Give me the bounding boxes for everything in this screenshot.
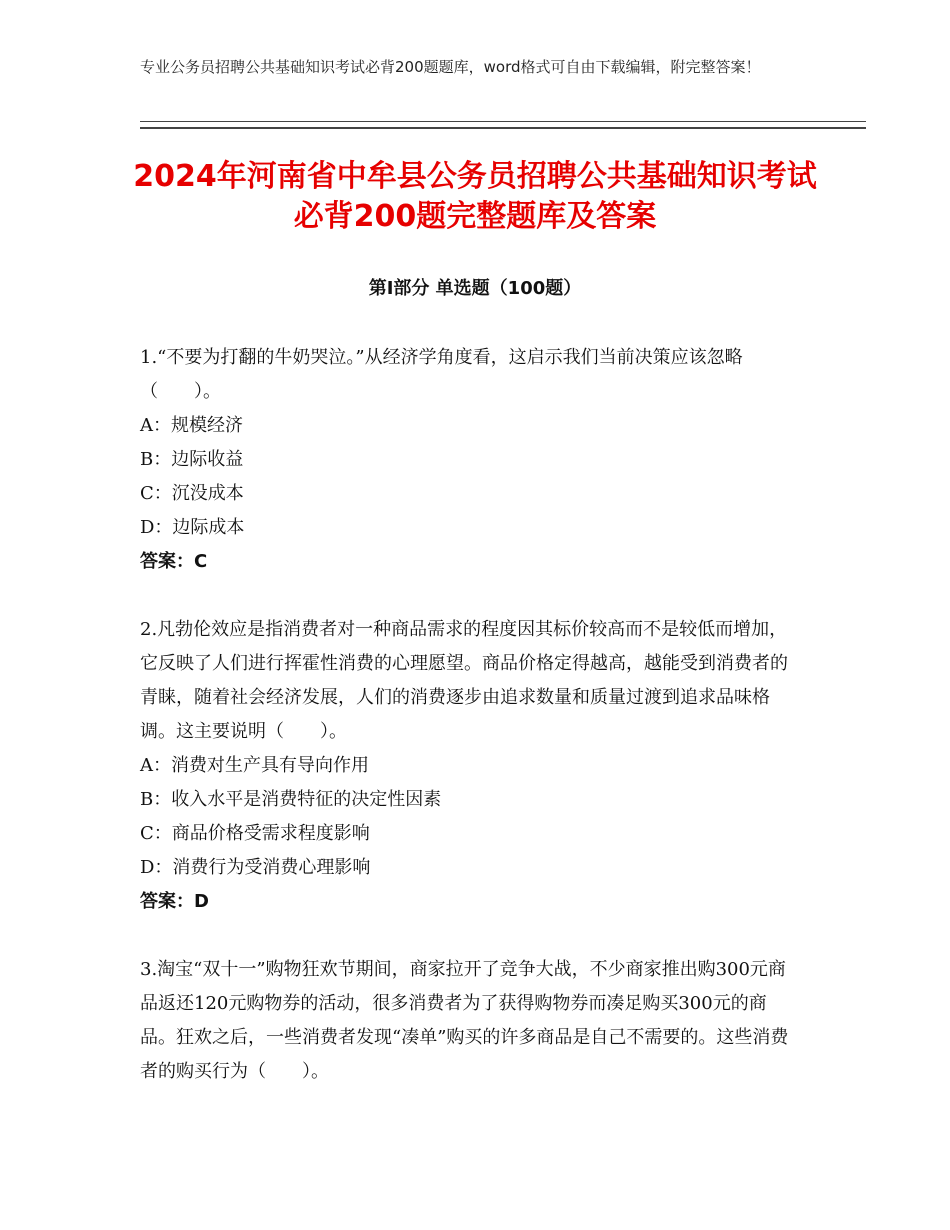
header-divider [140, 121, 866, 129]
option-b: B：边际收益 [140, 449, 244, 470]
answer: 答案：D [140, 891, 209, 912]
option-a: A：规模经济 [140, 415, 243, 436]
option-c: C：商品价格受需求程度影响 [140, 823, 370, 844]
option-b: B：收入水平是消费特征的决定性因素 [140, 789, 442, 810]
option-d: D：边际成本 [140, 517, 245, 538]
question-3 [140, 953, 800, 1089]
question-2 [140, 613, 800, 919]
question-stem: 2.凡勃伦效应是指消费者对一种商品需求的程度因其标价较高而不是较低而增加，它反映了人们进行挥霍性消费的心理愿望。商品价格定得越高，越能受到消费者的青睐，随着社会经济发展，人们的消费逐步由追求数量和质量过渡到追求品味格调。这主要说明（ ）。 [140, 619, 788, 742]
question-list [140, 341, 800, 1123]
header-note: 专业公务员招聘公共基础知识考试必背200题题库，word格式可自由下载编辑，附完整答案！ [140, 58, 761, 76]
document-title: 2024年河南省中牟县公务员招聘公共基础知识考试必背200题完整题库及答案 [133, 159, 817, 234]
question-stem: 1.“不要为打翻的牛奶哭泣。”从经济学角度看，这启示我们当前决策应该忽略（ ）。 [140, 347, 743, 402]
question-1 [140, 341, 800, 579]
option-c: C：沉没成本 [140, 483, 244, 504]
option-a: A：消费对生产具有导向作用 [140, 755, 369, 776]
section-title: 第Ⅰ部分 单选题（100题） [368, 278, 582, 299]
option-d: D：消费行为受消费心理影响 [140, 857, 371, 878]
answer: 答案：C [140, 551, 208, 572]
question-stem: 3.淘宝“双十一”购物狂欢节期间，商家拉开了竞争大战，不少商家推出购300元商品返还120元购物券的活动，很多消费者为了获得购物券而凑足购买300元的商品。狂欢之后，一些消费者发现“凑单”购买的许多商品是自己不需要的。这些消费者的购买行为（ ）。 [140, 959, 789, 1082]
